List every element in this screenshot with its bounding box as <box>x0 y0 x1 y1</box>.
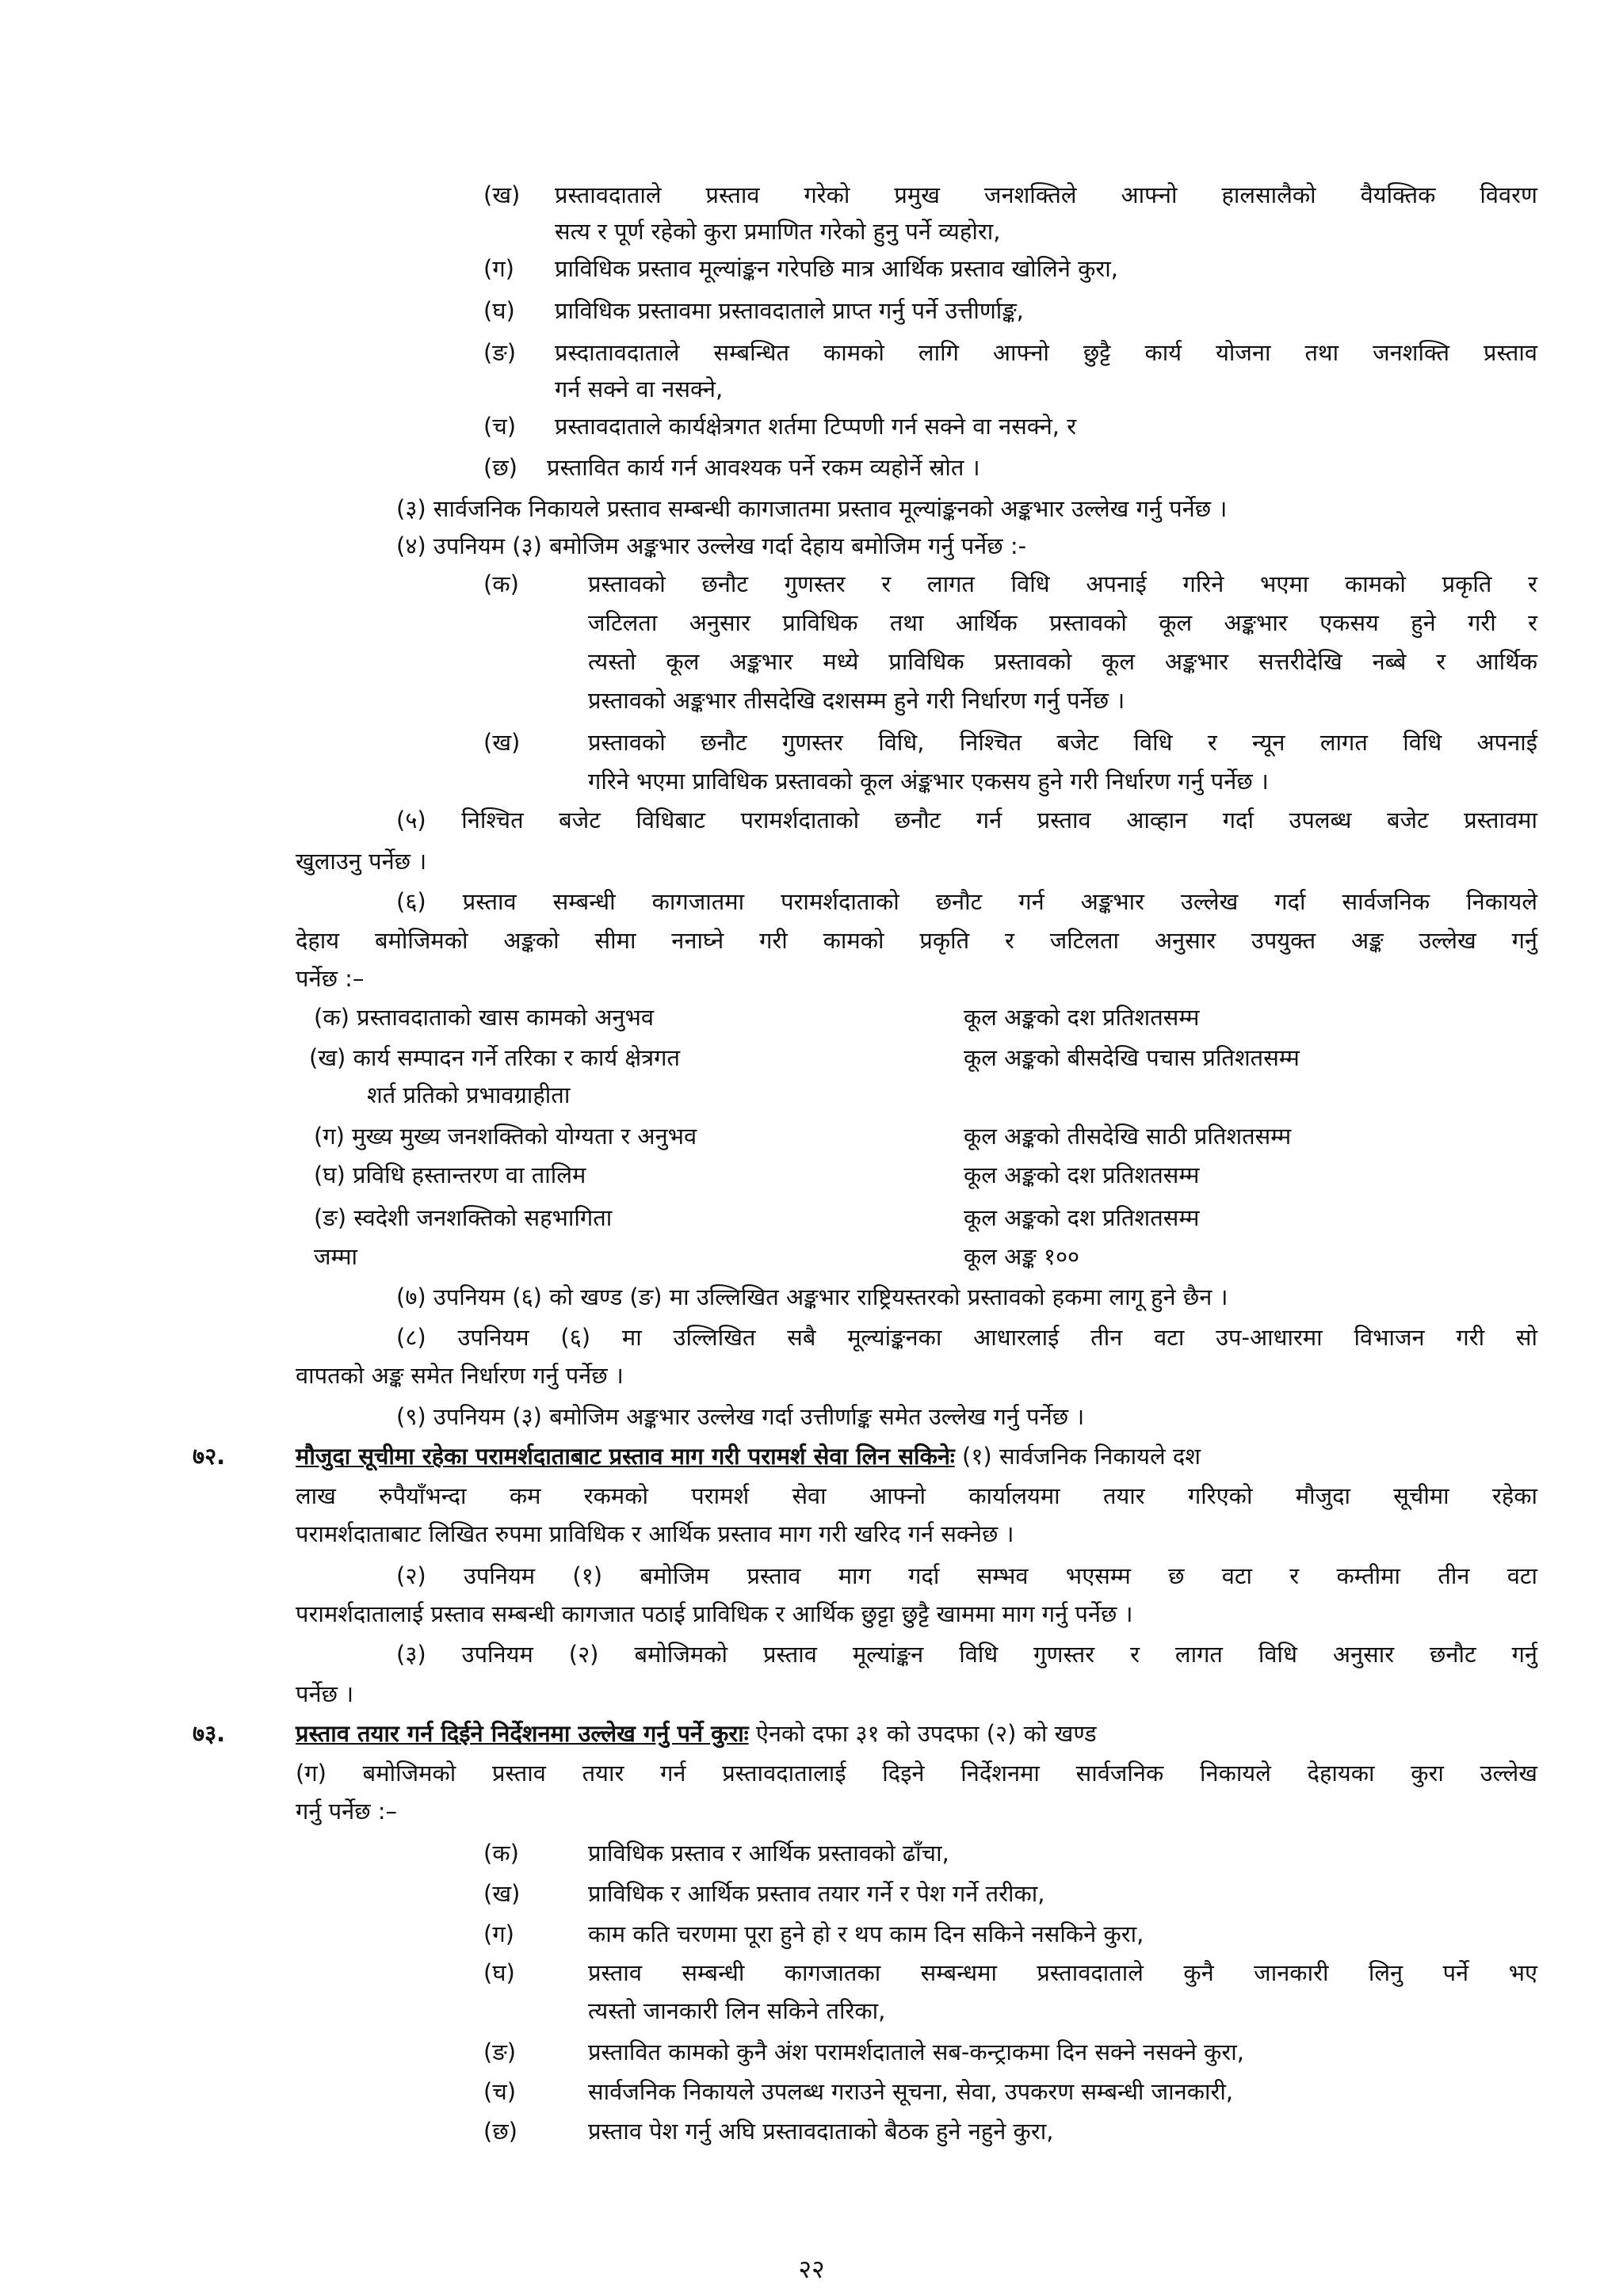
rule-73-heading: प्रस्ताव तयार गर्न दिईने निर्देशनमा उल्लेख गर्नु पर्ने कुराः <box>296 1720 749 1747</box>
list-label: (च) <box>483 2078 517 2105</box>
criterion-cell: (ख) कार्य सम्पादन गर्ने तरिका र कार्य क्षेत्रगत <box>309 1044 681 1071</box>
list-label: (ग) <box>483 1920 514 1947</box>
list-item-text: प्रस्ताव पेश गर्नु अघि प्रस्तावदाताको बैठक हुने नहुने कुरा, <box>588 2118 1054 2145</box>
list-label: (च) <box>483 413 517 440</box>
subrule-5-cont: खुलाउनु पर्नेछ । <box>296 848 427 875</box>
list-item-text: प्राविधिक प्रस्तावमा प्रस्तावदाताले प्राप्त गर्नु पर्ने उत्तीर्णाङ्क, <box>555 297 1024 324</box>
list-label: (क) <box>483 570 519 597</box>
criterion-cell: (ग) मुख्य मुख्य जनशक्तिको योग्यता र अनुभव <box>314 1123 697 1150</box>
subrule-8-cont: वापतको अङ्क समेत निर्धारण गर्नु पर्नेछ । <box>296 1362 624 1389</box>
rule-72-heading: मौजुदा सूचीमा रहेका परामर्शदाताबाट प्रस्ताव माग गरी परामर्श सेवा लिन सकिनेः <box>296 1443 955 1470</box>
list-label: (ख) <box>483 729 521 756</box>
criterion-cell: (घ) प्रविधि हस्तान्तरण वा तालिम <box>314 1161 586 1188</box>
score-cell: कूल अङ्कको दश प्रतिशतसम्म <box>964 1004 1200 1031</box>
subrule-6-cont: देहाय बमोजिमको अङ्कको सीमा ननाघ्ने गरी कामको प्रकृति र जटिलता अनुसार उपयुक्त अङ्क उल्लेख गर्नु <box>296 927 1537 954</box>
subrule-9: (९) उपनियम (३) बमोजिम अङ्कभार उल्लेख गर्दा उत्तीर्णाङ्क समेत उल्लेख गर्नु पर्नेछ । <box>396 1403 1085 1430</box>
list-item-text: सार्वजनिक निकायले उपलब्ध गराउने सूचना, सेवा, उपकरण सम्बन्धी जानकारी, <box>588 2078 1234 2105</box>
rule-73-number: ७३. <box>193 1720 226 1747</box>
list-item-text: प्रस्तावको अङ्कभार तीसदेखि दशसम्म हुने गरी निर्धारण गर्नु पर्नेछ । <box>588 687 1125 714</box>
list-item-text: प्राविधिक प्रस्ताव र आर्थिक प्रस्तावको ढाँचा, <box>588 1840 949 1867</box>
list-item-text: प्रस्तावको छनौट गुणस्तर विधि, निश्चित बजेट विधि र न्यून लागत विधि अपनाई <box>588 729 1537 756</box>
rule-73-text: (ग) बमोजिमको प्रस्ताव तयार गर्न प्रस्तावदातालाई दिइने निर्देशनमा सार्वजनिक निकायले देहायका कुरा उल्लेख <box>296 1760 1537 1787</box>
list-label: (ग) <box>483 255 514 282</box>
rule-72-subrule-3: (३) उपनियम (२) बमोजिमको प्रस्ताव मूल्यांङ्कन विधि गुणस्तर र लागत विधि अनुसार छनौट गर्नु <box>396 1641 1537 1668</box>
rule-72-text: लाख रुपैयाँभन्दा कम रकमको परामर्श सेवा आफ्नो कार्यालयमा तयार गरिएको मौजुदा सूचीमा रहेका <box>296 1482 1537 1509</box>
subrule-8: (८) उपनियम (६) मा उल्लिखित सबै मूल्यांङ्कनका आधारलाई तीन वटा उप-आधारमा विभाजन गरी सो <box>396 1324 1537 1351</box>
list-item-text: प्रस्तावित कामको कुनै अंश परामर्शदाताले सब-कन्ट्राकमा दिन सक्ने नसक्ने कुरा, <box>588 2039 1245 2065</box>
list-label: (ङ) <box>483 2039 517 2065</box>
list-item-text: सत्य र पूर्ण रहेको कुरा प्रमाणित गरेको हुनु पर्ने व्यहोरा, <box>555 218 1001 245</box>
list-label: (छ) <box>483 2118 517 2145</box>
list-item-text: काम कति चरणमा पूरा हुने हो र थप काम दिन सकिने नसकिने कुरा, <box>588 1920 1144 1947</box>
page-number: २२ <box>798 2254 825 2284</box>
list-item-text: प्रस्ताव सम्बन्धी कागजातका सम्बन्धमा प्रस्तावदाताले कुनै जानकारी लिनु पर्ने भए <box>588 1959 1537 1986</box>
list-label: (छ) <box>483 454 517 481</box>
list-item-text: प्राविधिक र आर्थिक प्रस्ताव तयार गर्ने र पेश गर्ने तरीका, <box>588 1880 1045 1907</box>
list-item-text: गर्न सक्ने वा नसक्ने, <box>555 376 724 402</box>
subrule-4: (४) उपनियम (३) बमोजिम अङ्कभार उल्लेख गर्दा देहाय बमोजिम गर्नु पर्नेछ :- <box>396 532 1027 559</box>
rule-72-subrule-2: (२) उपनियम (१) बमोजिम प्रस्ताव माग गर्दा सम्भव भएसम्म छ वटा र कम्तीमा तीन वटा <box>396 1562 1537 1589</box>
list-item-text: प्रस्तावको छनौट गुणस्तर र लागत विधि अपनाई गरिने भएमा कामको प्रकृति र <box>588 570 1537 597</box>
list-item-text: जटिलता अनुसार प्राविधिक तथा आर्थिक प्रस्तावको कूल अङ्कभार एकसय हुने गरी र <box>588 609 1537 636</box>
list-item-text: प्रस्तावदाताले कार्यक्षेत्रगत शर्तमा टिप्पणी गर्न सक्ने वा नसक्ने, र <box>555 413 1077 440</box>
subrule-6-cont: पर्नेछ :– <box>296 965 365 992</box>
list-item-text: प्रस्तावित कार्य गर्न आवश्यक पर्ने रकम व्यहोर्ने स्रोत । <box>547 454 980 481</box>
total-score: कूल अङ्क १०० <box>964 1243 1080 1270</box>
subrule-7: (७) उपनियम (६) को खण्ड (ङ) मा उल्लिखित अङ्कभार राष्ट्रियस्तरको प्रस्तावको हकमा लागू हुने छैन । <box>396 1283 1228 1310</box>
rule-72-first-line <box>296 1440 1537 1472</box>
list-item-text: प्रस्दातावदाताले सम्बन्धित कामको लागि आफ्नो छुट्टै कार्य योजना तथा जनशक्ति प्रस्ताव <box>555 339 1537 366</box>
list-label: (ङ) <box>483 339 517 366</box>
subrule-6: (६) प्रस्ताव सम्बन्धी कागजातमा परामर्शदाताको छनौट गर्न अङ्कभार उल्लेख गर्दा सार्वजनिक निकायले <box>396 888 1537 915</box>
list-item-text: त्यस्तो जानकारी लिन सकिने तरिका, <box>588 1997 886 2024</box>
list-label: (क) <box>483 1840 519 1867</box>
rule-72-text: परामर्शदाताबाट लिखित रुपमा प्राविधिक र आर्थिक प्रस्ताव माग गरी खरिद गर्न सक्नेछ । <box>296 1520 1014 1547</box>
criterion-cell-cont: शर्त प्रतिको प्रभावग्राहीता <box>367 1081 571 1108</box>
list-item-text: प्राविधिक प्रस्ताव मूल्यांङ्कन गरेपछि मात्र आर्थिक प्रस्ताव खोलिने कुरा, <box>555 255 1118 282</box>
score-cell: कूल अङ्कको दश प्रतिशतसम्म <box>964 1204 1200 1231</box>
list-label: (ख) <box>483 1880 521 1907</box>
subrule-3: (३) सार्वजनिक निकायले प्रस्ताव सम्बन्धी कागजातमा प्रस्ताव मूल्यांङ्कनको अङ्कभार उल्लेख गर्नु पर्नेछ । <box>396 495 1228 522</box>
score-cell: कूल अङ्कको बीसदेखि पचास प्रतिशतसम्म <box>964 1044 1300 1071</box>
rule-72-subrule-2-cont: परामर्शदातालाई प्रस्ताव सम्बन्धी कागजात पठाई प्राविधिक र आर्थिक छुट्टा छुट्टै खाममा माग गर्नु पर्नेछ । <box>296 1600 1133 1627</box>
rule-73-text: गर्नु पर्नेछ :– <box>296 1798 398 1825</box>
rule-73-first-line <box>296 1718 1537 1749</box>
rule-72-subrule-3-cont: पर्नेछ । <box>296 1680 354 1707</box>
rule-73-text: ऐनको दफा ३१ को उपदफा (२) को खण्ड <box>748 1720 1097 1747</box>
list-label: (घ) <box>483 297 515 324</box>
subrule-5: (५) निश्चित बजेट विधिबाट परामर्शदाताको छनौट गर्न प्रस्ताव आव्हान गर्दा उपलब्ध बजेट प्रस्तावमा <box>396 807 1537 833</box>
rule-72-text: (१) सार्वजनिक निकायले दश <box>954 1443 1201 1470</box>
list-item-text: त्यस्तो कूल अङ्कभार मध्ये प्राविधिक प्रस्तावको कूल अङ्कभार सत्तरीदेखि नब्बे र आर्थिक <box>588 648 1537 675</box>
list-label: (घ) <box>483 1959 515 1986</box>
total-label: जम्मा <box>314 1243 358 1270</box>
score-cell: कूल अङ्कको दश प्रतिशतसम्म <box>964 1161 1200 1188</box>
rule-72-number: ७२. <box>193 1443 226 1470</box>
score-cell: कूल अङ्कको तीसदेखि साठी प्रतिशतसम्म <box>964 1123 1292 1150</box>
list-item-text: गरिने भएमा प्राविधिक प्रस्तावको कूल अंङ्कभार एकसय हुने गरी निर्धारण गर्नु पर्नेछ । <box>588 768 1269 795</box>
list-label: (ख) <box>483 181 521 208</box>
criterion-cell: (क) प्रस्तावदाताको खास कामको अनुभव <box>314 1004 654 1031</box>
criterion-cell: (ङ) स्वदेशी जनशक्तिको सहभागिता <box>314 1204 613 1231</box>
list-item-text: प्रस्तावदाताले प्रस्ताव गरेको प्रमुख जनशक्तिले आफ्नो हालसालैको वैयक्तिक विवरण <box>555 181 1537 208</box>
